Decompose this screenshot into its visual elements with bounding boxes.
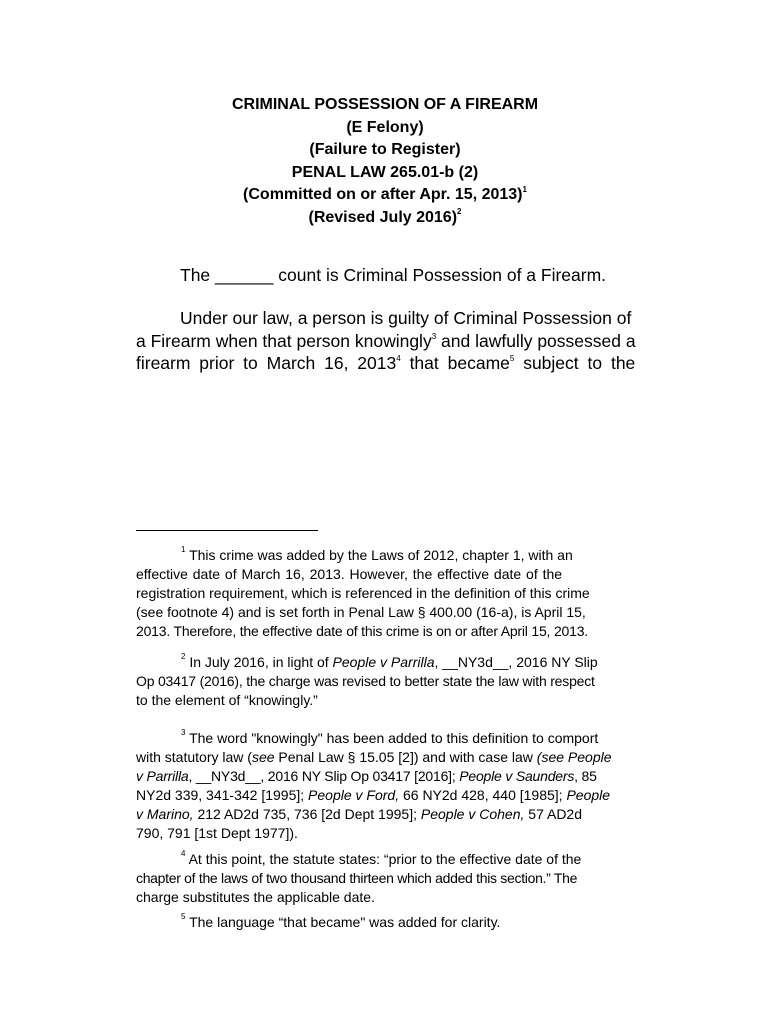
footnote-ref-4[interactable]: 4 [396,354,401,364]
heading-title: CRIMINAL POSSESSION OF A FIREARM [231,96,539,113]
footnote-number-2: 2 [181,652,186,662]
count-paragraph [136,264,634,287]
footnote-ref-5[interactable]: 5 [509,354,515,364]
footnote-1: $^1$ This crime was added by the Laws of 2012, chapter 1, with an effective date of March 16, 2013. However, the effective date of the registration requirement, which is referenced in the definition of this crime (see footnote 4) and is set forth in Penal Law § 400.00 (16-a), is April 15, 2013. Therefore, the effective date of this crime is on or after April 15, 2013. [136,545,590,639]
footnote-ref-1[interactable]: 1 [522,184,527,194]
definition-line-2: a Firearm when that person knowingly$^3$ and lawfully possessed a [136,330,636,351]
count-sentence: The ______ count is Criminal Possession of a Firearm. [180,265,607,285]
footnote-number-5: 5 [181,912,186,922]
heading-revised-date: (Revised July 2016)$^2$ [308,207,462,226]
footnote-number-1: 1 [181,545,186,555]
footnote-number-4: 4 [181,849,186,859]
document-heading [136,94,634,229]
footnote-3: $^3$ The word "knowingly" has been added to this definition to comport with statutory law (see Penal Law § 15.05 [2]) and with case law (see People v Parrilla, __NY3d__, 2016 NY Slip Op 03417 [2016]; People v Saunders, 85 NY2d 339, 341-342 [1995]; People v Ford, 66 NY2d 428, 440 [1985]; People v Marino, 212 AD2d 735, 736 [2d Dept 1995]; People v Cohen, 57 AD2d 790, 791 [1st Dept 1977]). [136,728,612,841]
footnote-number-3: 3 [181,728,186,738]
footnote-4: $^4$ At this point, the statute states: “prior to the effective date of the chapter of the laws of two thousand thirteen which added this section.” The charge substitutes the applicable date. [136,849,582,905]
footnote-ref-2[interactable]: 2 [457,207,462,217]
heading-felony-class: (E Felony) [346,118,424,136]
footnote-2: $^2$ In July 2016, in light of People v Parrilla, __NY3d__, 2016 NY Slip Op 03417 (2016), the charge was revised to better state the law with respect to the element of “knowingly.” [136,652,598,708]
footnote-separator [136,530,318,531]
heading-committed-date: (Committed on or after Apr. 15, 2013)$^1$ [243,184,527,203]
definition-line-3: firearm prior to March 16, 2013$^4$ that became$^5$ subject to the [136,353,636,373]
footnote-5: $^5$ The language “that became" was added for clarity. [181,912,501,930]
heading-statute: PENAL LAW 265.01-b (2) [291,163,479,181]
footnote-ref-3[interactable]: 3 [431,331,437,341]
definition-paragraph [136,307,634,375]
definition-line-1: Under our law, a person is guilty of Criminal Possession of [180,308,632,328]
heading-subtitle: (Failure to Register) [309,141,461,158]
